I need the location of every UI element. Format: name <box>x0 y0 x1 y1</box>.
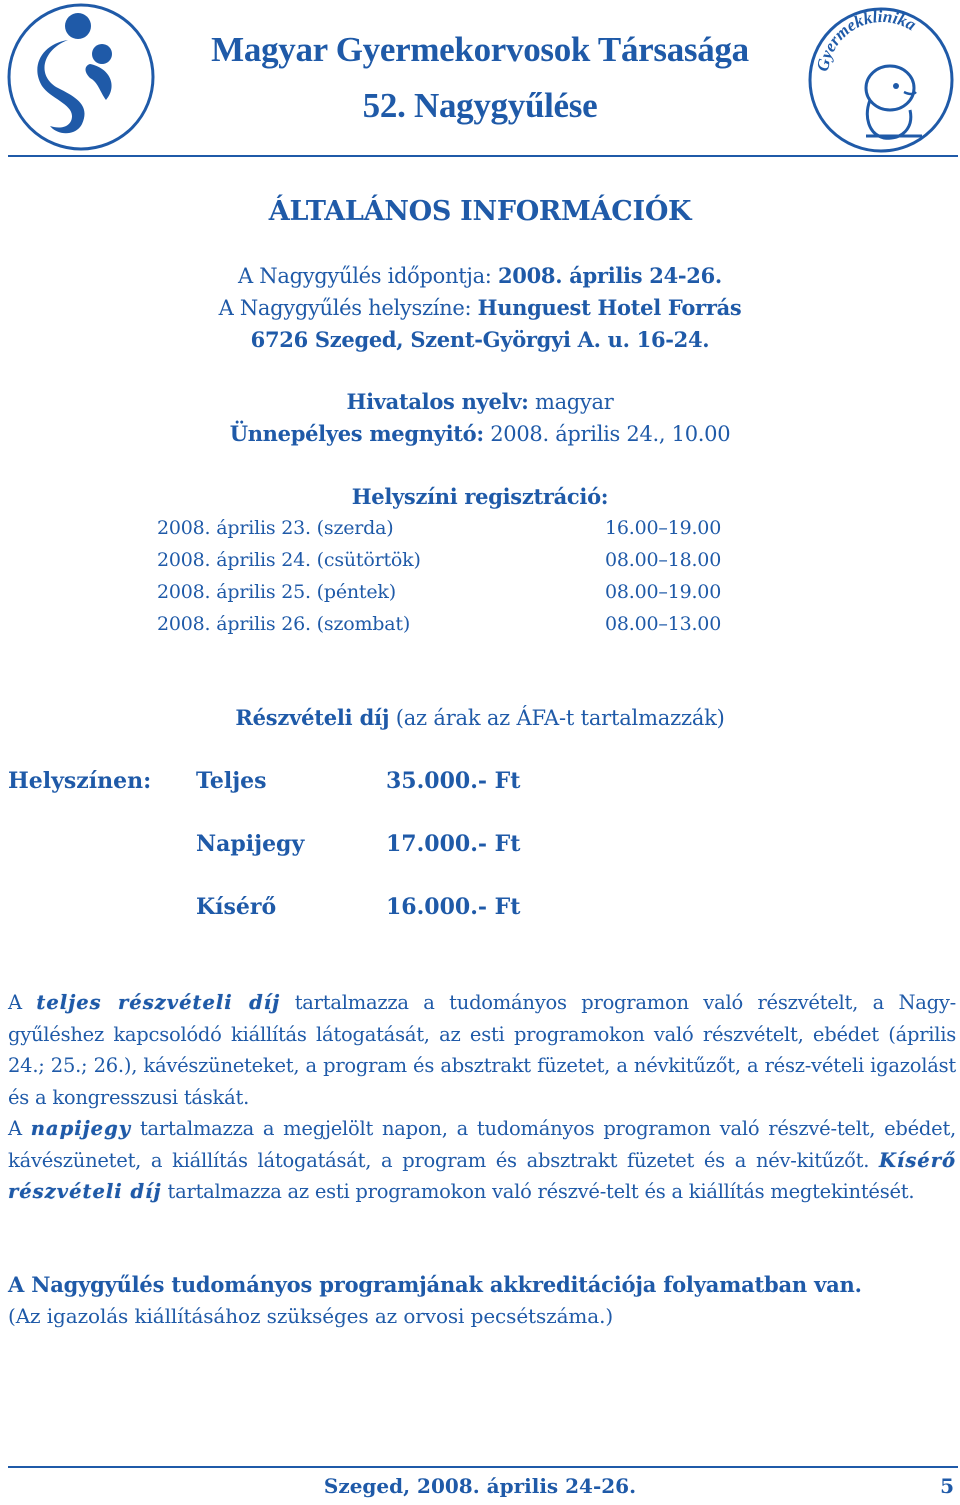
dates-line <box>0 263 960 288</box>
registration-time: 08.00–18.00 <box>605 549 722 571</box>
language-value: magyar <box>534 390 614 414</box>
text-run: A <box>8 1117 31 1140</box>
logo-text: Gyermekklinika <box>813 6 920 73</box>
language-label: Hivatalos nyelv: <box>346 389 529 414</box>
opening-line <box>0 421 960 446</box>
accreditation-sub: (Az igazolás kiállításához szükséges az orvosi pecsétszáma.) <box>8 1304 614 1328</box>
fees-title-note: (az árak az ÁFA-t tartalmazzák) <box>395 706 725 730</box>
text-run: tartalmazza a megjelölt napon, a tudományos programon való részvé-telt, ebédet, kávészünetet, a kiállítás látogatását, a program és absztrakt füzetet és a név-kitűzőt. <box>8 1117 956 1172</box>
fee-description <box>8 987 956 1208</box>
section-title: ÁLTALÁNOS INFORMÁCIÓK <box>268 196 692 227</box>
opening-label: Ünnepélyes megnyitó: <box>229 421 484 446</box>
fees-title <box>0 705 960 730</box>
fee-price: 35.000.- Ft <box>386 768 521 794</box>
text-run: A <box>8 991 37 1014</box>
registration-title: Helyszíni regisztráció: <box>351 484 609 509</box>
header-title-line1: Magyar Gyermekorvosok Társasága <box>211 30 749 69</box>
text-run: tartalmazza a tudományos programon való részvételt, a Nagy-gyűléshez kapcsolódó kiállítás látogatását, az esti programokon való részvételt, ebédet (április 24.; 25.; 26.), kávészüneteket, a program és absztrakt füzetet, a névkitűzőt, a rész-vételi igazolást és a kongresszusi táskát. <box>8 991 957 1109</box>
emphasis-day-ticket: napijegy <box>30 1117 132 1140</box>
fee-price: 16.000.- Ft <box>386 894 521 920</box>
fee-price: 17.000.- Ft <box>386 831 521 857</box>
registration-date: 2008. április 26. (szombat) <box>157 613 411 635</box>
registration-date: 2008. április 24. (csütörtök) <box>157 549 421 571</box>
left-logo <box>6 2 156 152</box>
venue-value: Hunguest Hotel Forrás <box>477 295 742 320</box>
fee-name: Napijegy <box>196 831 305 857</box>
venue-address: 6726 Szeged, Szent-Györgyi A. u. 16-24. <box>250 327 710 352</box>
fee-name: Teljes <box>196 768 267 794</box>
registration-date: 2008. április 23. (szerda) <box>157 517 394 539</box>
mother-child-logo-icon <box>6 2 156 152</box>
accreditation-note: A Nagygyűlés tudományos programjának akkreditációja folyamatban van. <box>8 1272 862 1297</box>
gyermekklinika-logo-icon <box>806 6 956 154</box>
venue-label: A Nagygyűlés helyszíne: <box>218 296 472 320</box>
header-rule <box>8 155 958 157</box>
registration-time: 16.00–19.00 <box>605 517 722 539</box>
fee-name: Kísérő <box>196 894 277 920</box>
registration-date: 2008. április 25. (péntek) <box>157 581 396 603</box>
dates-value: 2008. április 24-26. <box>497 263 722 288</box>
fees-title-bold: Részvételi díj <box>235 705 390 730</box>
emphasis-companion-fee: Kísérő részvételi díj <box>8 1148 956 1203</box>
right-logo <box>806 6 956 154</box>
page-number: 5 <box>940 1474 954 1498</box>
emphasis-full-fee: teljes részvételi díj <box>36 991 281 1014</box>
fees-place-label: Helyszínen: <box>8 768 152 794</box>
footer-rule <box>8 1466 958 1468</box>
footer-text: Szeged, 2008. április 24-26. <box>323 1474 637 1498</box>
registration-time: 08.00–13.00 <box>605 613 722 635</box>
header-title-line2: 52. Nagygyűlése <box>362 86 598 125</box>
registration-time: 08.00–19.00 <box>605 581 722 603</box>
opening-value: 2008. április 24., 10.00 <box>490 422 731 446</box>
venue-line <box>0 295 960 320</box>
text-run: tartalmazza az esti programokon való részvé-telt és a kiállítás megtekintését. <box>161 1180 915 1203</box>
dates-label: A Nagygyűlés időpontja: <box>238 264 492 288</box>
language-line <box>0 389 960 414</box>
